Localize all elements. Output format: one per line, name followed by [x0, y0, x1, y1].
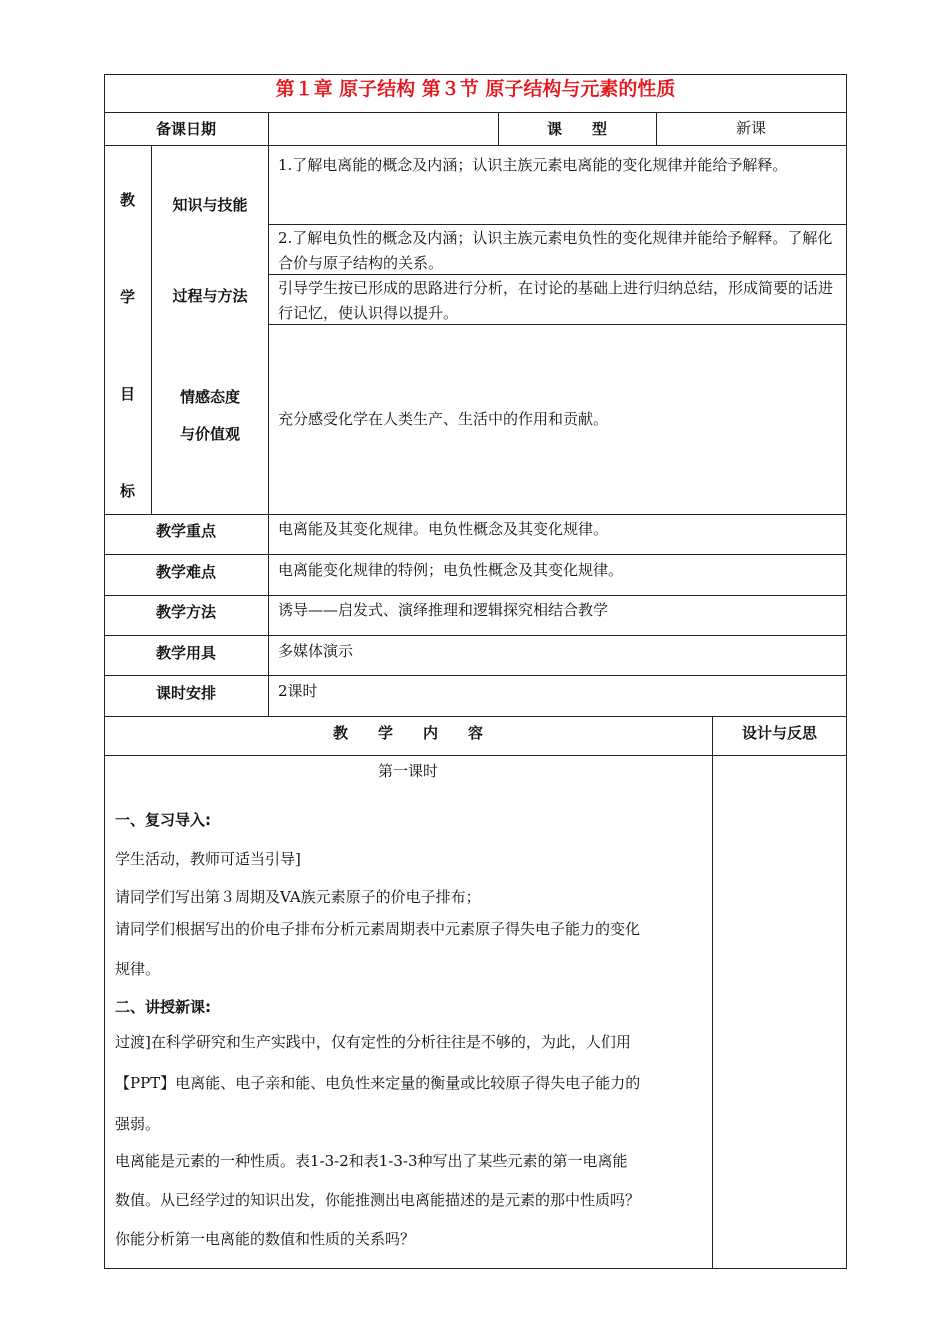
content-paragraph: 强弱。 [115, 1115, 161, 1133]
process-methods-label: 过程与方法 [172, 287, 248, 305]
knowledge-skills-label: 知识与技能 [172, 196, 248, 214]
content-paragraph: 请同学们写出第３周期及VA族元素原子的价电子排布； [115, 888, 481, 906]
design-reflection-header: 设计与反思 [741, 724, 817, 742]
content-paragraph: 请同学们根据写出的价电子排布分析元素周期表中元素原子得失电子能力的变化 [115, 920, 641, 938]
teaching-method-label: 教学方法 [155, 603, 216, 621]
content-paragraph: 过渡]在科学研究和生产实践中，仅有定性的分析往往是不够的，为此，人们用 [115, 1033, 631, 1051]
section-heading-review: 一、复习导入: [115, 811, 211, 829]
content-paragraph: 数值。从已经学过的知识出发，你能推测出电离能描述的是元素的那中性质吗？ [115, 1191, 641, 1209]
objectives-side-char: 教 [119, 191, 135, 209]
knowledge-objective-1: 1.了解电离能的概念及内涵；认识主族元素电离能的变化规律并能给予解释。 [278, 156, 788, 174]
section-heading-new-lesson: 二、讲授新课: [115, 998, 211, 1016]
prep-date-label: 备课日期 [155, 120, 216, 138]
lesson-type-label: 课 型 [546, 120, 607, 138]
difficult-points-value: 电离能变化规律的特例；电负性概念及其变化规律。 [278, 561, 624, 579]
key-points-label: 教学重点 [155, 522, 216, 540]
attitude-values-label-line1: 情感态度 [179, 388, 240, 406]
content-paragraph: 【PPT】电离能、电子亲和能、电负性来定量的衡量或比较原子得失电子能力的 [115, 1074, 641, 1092]
teaching-content-header: 教 学 内 容 [332, 724, 483, 742]
teaching-tools-label: 教学用具 [155, 644, 216, 662]
objectives-side-char: 标 [119, 482, 135, 500]
content-paragraph: 电离能是元素的一种性质。表1-3-2和表1-3-3种写出了某些元素的第一电离能 [115, 1152, 628, 1170]
knowledge-objective-2: 2.了解电负性的概念及内涵；认识主族元素电负性的变化规律并能给予解释。了解化合价与原子结构的关系。 [278, 229, 833, 272]
page-title: 第１章 原子结构 第３节 原子结构与元素的性质 [275, 78, 676, 100]
teaching-method-value: 诱导——启发式、演绎推理和逻辑探究相结合教学 [278, 601, 609, 619]
attitude-objective: 充分感受化学在人类生产、生活中的作用和贡献。 [278, 410, 609, 428]
key-points-value: 电离能及其变化规律。电负性概念及其变化规律。 [278, 520, 609, 538]
class-hours-label: 课时安排 [155, 684, 216, 702]
content-paragraph: 你能分析第一电离能的数值和性质的关系吗？ [115, 1230, 416, 1248]
content-paragraph: 学生活动，教师可适当引导] [115, 850, 301, 868]
objectives-side-char: 学 [119, 288, 135, 306]
content-paragraph: 规律。 [115, 960, 161, 978]
class-hours-value: 2课时 [278, 682, 318, 700]
lesson-type-value: 新课 [735, 119, 766, 137]
difficult-points-label: 教学难点 [155, 563, 216, 581]
session-title: 第一课时 [377, 762, 438, 780]
teaching-tools-value: 多媒体演示 [278, 642, 354, 660]
process-objective: 引导学生按已形成的思路进行分析，在讨论的基础上进行归纳总结，形成简要的话进行记忆，使认识得以提升。 [278, 279, 834, 322]
attitude-values-label-line2: 与价值观 [179, 425, 240, 443]
objectives-side-char: 目 [119, 385, 135, 403]
